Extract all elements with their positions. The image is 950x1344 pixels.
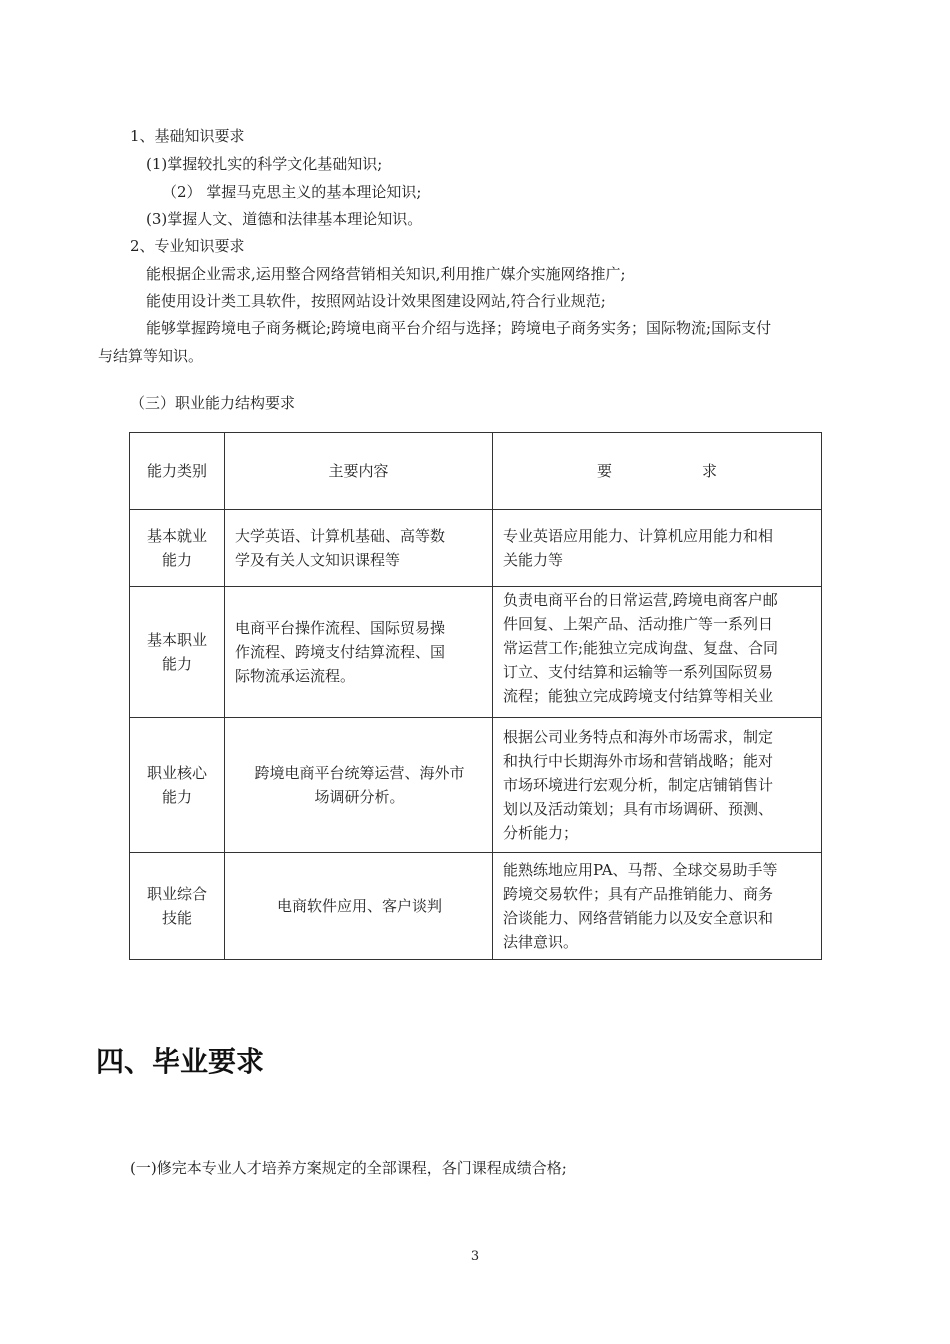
table-row: [130, 718, 822, 853]
row-requirement: [493, 510, 822, 587]
row-content-line: 场调研分析。: [314, 788, 405, 806]
row-category: [130, 718, 225, 853]
header-category: 能力类别: [130, 433, 225, 510]
professional-knowledge-paragraph: 能使用设计类工具软件，按照网站设计效果图建设网站,符合行业规范;: [146, 292, 606, 310]
professional-knowledge-paragraph: 能够掌握跨境电子商务概论;跨境电商平台介绍与选择；跨境电子商务实务；国际物流;国际支付: [146, 319, 772, 337]
graduation-item: (一)修完本专业人才培养方案规定的全部课程，各门课程成绩合格;: [130, 1159, 567, 1177]
row-requirement-line: 划以及活动策划；具有市场调研、预测、: [503, 800, 774, 818]
row-requirement: [493, 853, 822, 960]
row-category-line: 基本职业: [146, 631, 207, 649]
table-header-row: [130, 433, 822, 510]
row-requirement-line: 流程；能独立完成跨境支付结算等相关业: [503, 687, 774, 705]
row-requirement-line: 订立、支付结算和运输等一系列国际贸易: [503, 663, 774, 681]
table-row: [130, 853, 822, 960]
row-category-line: 能力: [161, 551, 192, 569]
row-requirement-line: 专业英语应用能力、计算机应用能力和相: [503, 527, 774, 545]
row-requirement-line: 关能力等: [503, 551, 564, 569]
row-content-line: 大学英语、计算机基础、高等数: [235, 527, 446, 545]
row-category: [130, 853, 225, 960]
row-content-line: 电商软件应用、客户谈判: [276, 897, 442, 915]
row-category-line: 职业核心: [146, 764, 207, 782]
table-row: [130, 587, 822, 718]
page-number: 3: [470, 1249, 480, 1264]
professional-knowledge-paragraph: 能根据企业需求,运用整合网络营销相关知识,利用推广媒介实施网络推广;: [146, 265, 626, 283]
row-requirement-line: 件回复、上架产品、活动推广等一系列日: [503, 615, 774, 633]
professional-knowledge-paragraph: 与结算等知识。: [98, 347, 204, 365]
row-requirement-line: 法律意识。: [503, 933, 579, 951]
header-requirement-label: 要求: [597, 462, 717, 480]
row-requirement: [493, 587, 822, 718]
row-requirement-line: 负责电商平台的日常运营,跨境电商客户邮: [503, 591, 778, 609]
row-category-line: 职业综合: [146, 885, 207, 903]
basic-knowledge-item: (3)掌握人文、道德和法律基本理论知识。: [146, 210, 423, 228]
header-content: 主要内容: [225, 433, 493, 510]
row-requirement-line: 市场环境进行宏观分析，制定店铺销售计: [503, 776, 774, 794]
row-requirement-line: 能熟练地应用PA、马帮、全球交易助手等: [503, 861, 778, 879]
row-category-line: 技能: [161, 909, 192, 927]
ability-table: [129, 432, 822, 960]
row-requirement-line: 洽谈能力、网络营销能力以及安全意识和: [503, 909, 774, 927]
row-category-line: 能力: [161, 788, 192, 806]
row-content-line: 际物流承运流程。: [235, 667, 356, 685]
row-category: [130, 587, 225, 718]
basic-knowledge-item: (1)掌握较扎实的科学文化基础知识;: [146, 155, 383, 173]
graduation-heading: 四、毕业要求: [96, 1045, 265, 1078]
row-content: [225, 853, 493, 960]
header-requirement: [493, 433, 822, 510]
professional-knowledge-heading: 2、专业知识要求: [130, 237, 245, 255]
row-content-line: 学及有关人文知识课程等: [235, 551, 401, 569]
row-content-line: 跨境电商平台统筹运营、海外市: [254, 764, 465, 782]
row-category-line: 能力: [161, 655, 192, 673]
row-content: [225, 587, 493, 718]
row-requirement: [493, 718, 822, 853]
row-content-line: 作流程、跨境支付结算流程、国: [235, 643, 446, 661]
row-content: [225, 510, 493, 587]
row-requirement-line: 跨境交易软件；具有产品推销能力、商务: [503, 885, 774, 903]
basic-knowledge-item: （2） 掌握马克思主义的基本理论知识;: [162, 183, 422, 201]
row-requirement-line: 分析能力；: [503, 824, 579, 842]
row-category-line: 基本就业: [146, 527, 207, 545]
row-requirement-line: 和执行中长期海外市场和营销战略；能对: [503, 752, 774, 770]
row-content: [225, 718, 493, 853]
row-content-line: 电商平台操作流程、国际贸易操: [235, 619, 446, 637]
ability-section-title: （三）职业能力结构要求: [130, 394, 296, 412]
table-row: [130, 510, 822, 587]
row-category: [130, 510, 225, 587]
basic-knowledge-heading: 1、基础知识要求: [130, 127, 245, 145]
row-requirement-line: 常运营工作;能独立完成询盘、复盘、合同: [503, 639, 779, 657]
row-requirement-line: 根据公司业务特点和海外市场需求，制定: [503, 728, 774, 746]
